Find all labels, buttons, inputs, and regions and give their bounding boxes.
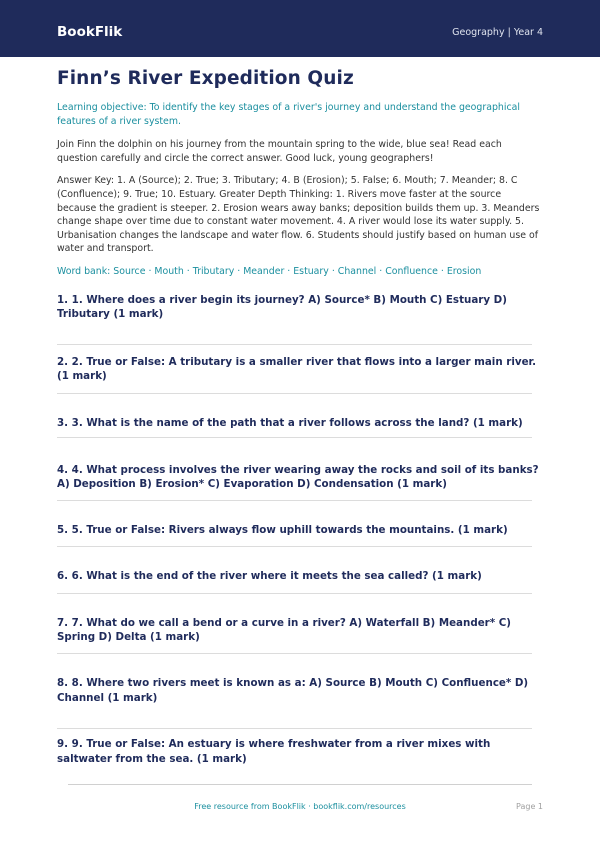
answer-line[interactable] bbox=[57, 344, 532, 345]
answer-key: Answer Key: 1. A (Source); 2. True; 3. Tributary; 4. B (Erosion); 5. False; 6. Mouth; 7. Meander; 8. C (Confluence); 9. True; 10. Estuary. Greater Depth Thinking: 1. Rivers move faster at the source because the gradient is steeper. 2. Erosion wears away banks; deposition builds them up. 3. Meanders change shape over time due to constant water movement. 4. A river would lose its water supply. 5. Urbanisation changes the landscape and water flow. 6. Students should justify based on human use of water and transport. bbox=[57, 175, 540, 255]
answer-line[interactable] bbox=[57, 500, 532, 501]
answer-line[interactable] bbox=[57, 546, 532, 547]
question-text: 7. 7. What do we call a bend or a curve in a river? A) Waterfall B) Meander* C) Spring D) Delta (1 mark) bbox=[57, 616, 511, 644]
question-8 bbox=[57, 676, 543, 729]
question-2 bbox=[57, 355, 543, 394]
question-5 bbox=[57, 523, 543, 548]
answer-line[interactable] bbox=[57, 393, 532, 394]
question-text: 9. 9. True or False: An estuary is where freshwater from a river mixes with saltwater from the sea. (1 mark) bbox=[57, 738, 491, 765]
question-text: 6. 6. What is the end of the river where it meets the sea called? (1 mark) bbox=[57, 570, 482, 583]
question-4 bbox=[57, 463, 543, 501]
answer-line[interactable] bbox=[57, 728, 532, 729]
page-number: Page 1 bbox=[516, 802, 543, 811]
question-list bbox=[57, 293, 543, 767]
answer-line[interactable] bbox=[57, 437, 532, 438]
page-title: Finn’s River Expedition Quiz bbox=[57, 68, 354, 89]
answer-line[interactable] bbox=[57, 593, 532, 594]
question-text: 5. 5. True or False: Rivers always flow uphill towards the mountains. (1 mark) bbox=[57, 523, 508, 536]
worksheet-body bbox=[57, 67, 543, 766]
question-text: 4. 4. What process involves the river wearing away the rocks and soil of its banks? A) Deposition B) Erosion* C) Evaporation D) Condensation (1 mark) bbox=[57, 463, 539, 491]
subject-year-label: Geography | Year 4 bbox=[452, 27, 543, 38]
intro-paragraph: Join Finn the dolphin on his journey from the mountain spring to the wide, blue sea! Read each question carefully and circle the correct answer. Good luck, young geographers! bbox=[57, 139, 502, 164]
question-9 bbox=[57, 737, 543, 766]
answer-line[interactable] bbox=[57, 653, 532, 654]
question-3 bbox=[57, 416, 543, 438]
question-1 bbox=[57, 293, 543, 345]
question-text: 2. 2. True or False: A tributary is a smaller river that flows into a larger main river. (1 mark) bbox=[57, 355, 537, 383]
learning-objective: Learning objective: To identify the key stages of a river's journey and understand the geographical features of a river system. bbox=[57, 102, 520, 127]
question-text: 1. 1. Where does a river begin its journey? A) Source* B) Mouth C) Estuary D) Tributary (1 mark) bbox=[57, 293, 507, 321]
question-text: 3. 3. What is the name of the path that a river follows across the land? (1 mark) bbox=[57, 416, 523, 429]
question-7 bbox=[57, 616, 543, 654]
question-6 bbox=[57, 569, 543, 594]
footer-divider bbox=[68, 784, 532, 785]
header-bar bbox=[0, 0, 600, 57]
word-bank: Word bank: Source · Mouth · Tributary · Meander · Estuary · Channel · Confluence · Erosion bbox=[57, 265, 482, 277]
footer-link[interactable]: Free resource from BookFlik · bookflik.com/resources bbox=[194, 802, 406, 811]
question-text: 8. 8. Where two rivers meet is known as a: A) Source B) Mouth C) Confluence* D) Channel (1 mark) bbox=[57, 677, 529, 704]
brand-logo[interactable]: BookFlik bbox=[57, 24, 123, 40]
